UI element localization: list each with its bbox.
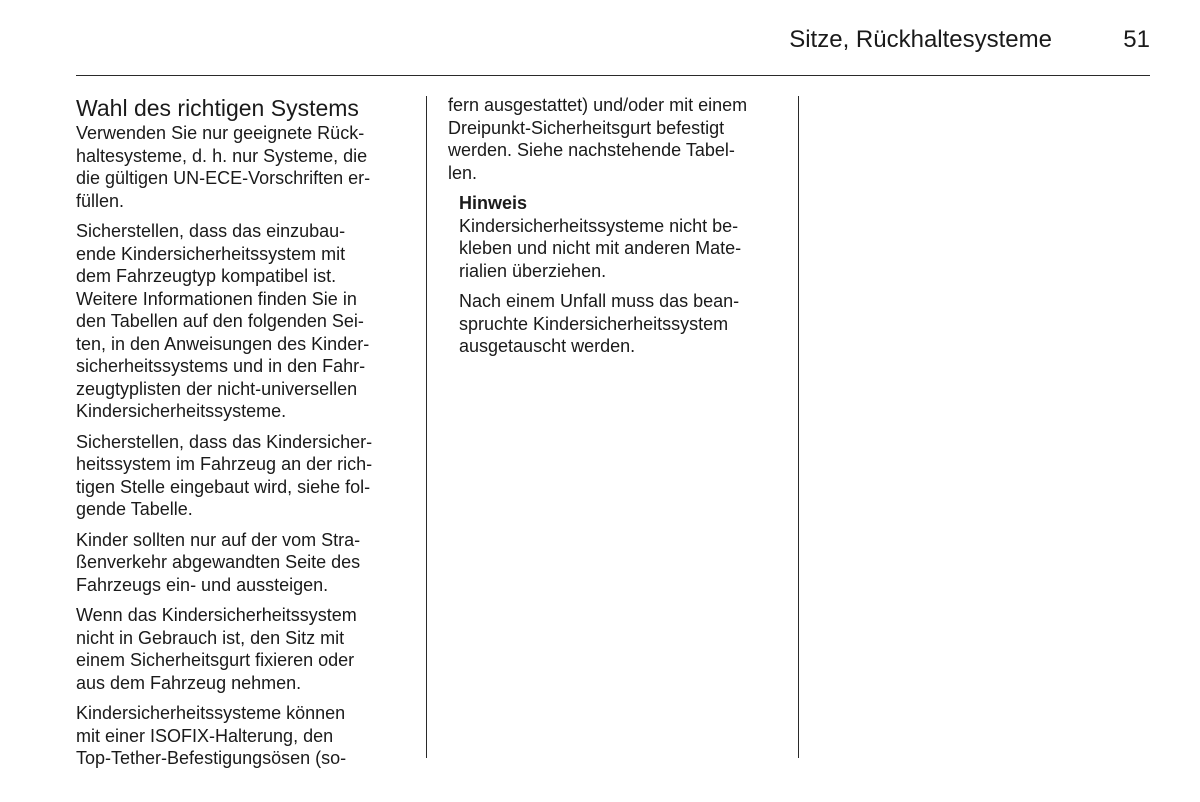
text-column-2 — [448, 94, 796, 366]
paragraph: Sicherstellen, dass das Kindersicher- heitssystem im Fahrzeug an der rich- tigen Stelle eingebaut wird, siehe fol- gende Tabelle. — [76, 431, 373, 519]
column-divider-right — [798, 96, 799, 758]
header-rule — [76, 75, 1150, 76]
note-paragraph: Kindersicherheitssysteme nicht be- kleben und nicht mit anderen Mate- rialien überziehen. — [459, 215, 742, 281]
text-column-1 — [76, 94, 424, 778]
section-heading: Wahl des richtigen Systems — [76, 95, 359, 121]
note-block — [459, 192, 796, 358]
note-paragraph: Nach einem Unfall muss das bean- spruchte Kindersicherheitssystem ausgetauscht werden. — [459, 291, 740, 356]
paragraph: Verwenden Sie nur geeignete Rück- haltesysteme, d. h. nur Systeme, die die gültigen UN-ECE-Vorschriften er- füllen. — [76, 123, 371, 211]
page-number: 51 — [1123, 26, 1150, 53]
paragraph: Kindersicherheitssysteme können mit einer ISOFIX-Halterung, den Top-Tether-Befestigungsösen (so- — [76, 703, 347, 768]
paragraph: Sicherstellen, dass das einzubau- ende Kindersicherheitssystem mit dem Fahrzeugtyp kompatibel ist. Weitere Informationen finden Sie in den Tabellen auf den folgenden Sei- ten, in den Anweisungen des Kinder- sicherheitssystems und in den Fahr- zeugtyplisten der nicht-universellen Kindersicherheitssysteme. — [76, 221, 370, 421]
continuation-paragraph: fern ausgestattet) und/oder mit einem Dreipunkt-Sicherheitsgurt befestigt werden. Siehe nachstehende Tabel- len. — [448, 95, 748, 183]
note-label: Hinweis — [459, 193, 528, 213]
paragraph: Kinder sollten nur auf der vom Stra- ßenverkehr abgewandten Seite des Fahrzeugs ein- und aussteigen. — [76, 529, 361, 595]
paragraph: Wenn das Kindersicherheitssystem nicht in Gebrauch ist, den Sitz mit einem Sicherheitsgurt fixieren oder aus dem Fahrzeug nehmen. — [76, 605, 357, 693]
chapter-title: Sitze, Rückhaltesysteme — [789, 26, 1052, 53]
column-divider-left — [426, 96, 427, 758]
